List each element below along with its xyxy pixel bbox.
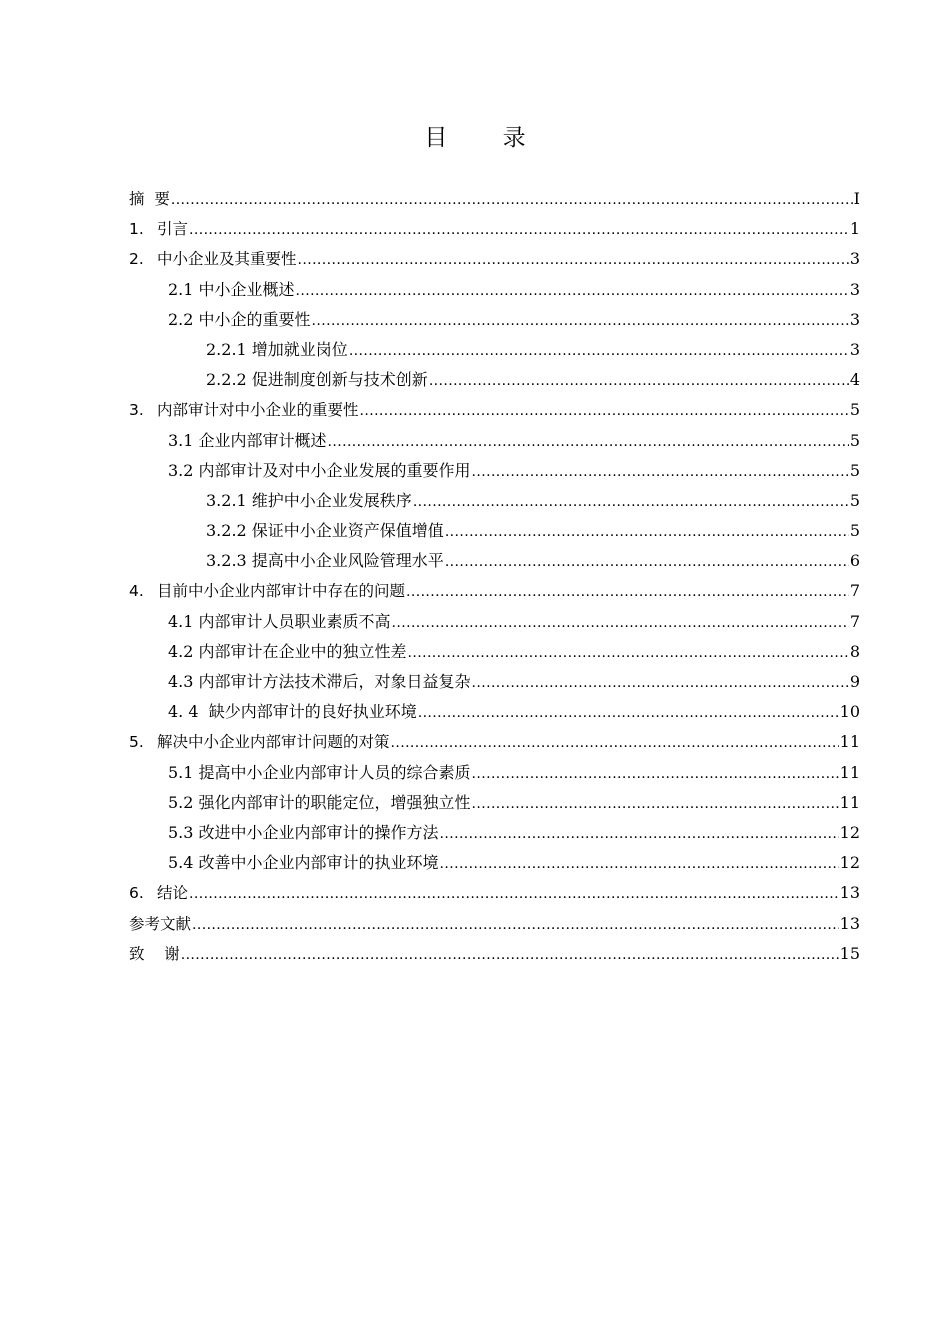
toc-entry-title — [168, 456, 471, 486]
toc-entry[interactable] — [129, 426, 860, 456]
toc-entry-title — [129, 909, 191, 939]
toc-page-number: 5 — [849, 430, 860, 450]
toc-dot-leader — [192, 910, 839, 940]
toc-dot-leader — [445, 547, 849, 577]
toc-page-number: 11 — [839, 792, 860, 812]
toc-entry[interactable] — [129, 214, 860, 244]
toc-page-number: 3 — [849, 279, 860, 299]
toc-entry-label: 摘 要 — [129, 190, 170, 208]
toc-dot-leader — [472, 668, 849, 698]
toc-entry-title — [168, 607, 391, 637]
toc-entry[interactable] — [129, 727, 860, 757]
toc-page-number: 13 — [839, 883, 860, 903]
toc-entry[interactable] — [129, 607, 860, 637]
toc-page-number: 7 — [849, 581, 860, 601]
toc-entry-number: 4. — [129, 582, 144, 601]
toc-page-number: 12 — [839, 853, 860, 873]
toc-page-number: 5 — [849, 400, 860, 420]
toc-page-number: I — [853, 189, 860, 208]
toc-dot-leader — [298, 245, 849, 275]
toc-entry-title — [206, 516, 444, 546]
toc-entry-label: 2.2 中小企的重要性 — [168, 309, 311, 329]
toc-page-number: 3 — [849, 309, 860, 329]
toc-entry-label: 参考文献 — [129, 914, 192, 933]
toc-entry-label: 5.4 改善中小企业内部审计的执业环境 — [168, 853, 439, 873]
toc-entry-title — [129, 576, 405, 606]
table-of-contents — [129, 184, 860, 969]
toc-page-number: 5 — [849, 460, 860, 480]
toc-dot-leader — [440, 849, 839, 879]
toc-entry-title — [129, 214, 188, 244]
toc-page-number: 3 — [849, 249, 860, 269]
toc-entry[interactable] — [129, 305, 860, 335]
toc-entry[interactable] — [129, 456, 860, 486]
toc-entry-title — [168, 426, 327, 456]
toc-entry-title — [168, 667, 471, 697]
toc-entry-title — [206, 365, 428, 395]
toc-entry-title — [168, 788, 471, 818]
toc-entry-title — [168, 637, 407, 667]
toc-entry-title — [129, 878, 188, 908]
toc-entry-number: 3. — [129, 401, 144, 420]
toc-dot-leader — [418, 698, 839, 728]
toc-entry-label: 5.2 强化内部审计的职能定位，增强独立性 — [168, 792, 471, 812]
toc-page-number: 4 — [849, 370, 860, 390]
toc-dot-leader — [392, 608, 849, 638]
toc-entry-label: 5.3 改进中小企业内部审计的操作方法 — [168, 822, 439, 842]
toc-page-number: 9 — [849, 672, 860, 691]
toc-entry[interactable] — [129, 184, 860, 214]
toc-entry-title — [168, 275, 295, 305]
toc-page-number: 5 — [849, 521, 860, 541]
toc-entry[interactable] — [129, 667, 860, 697]
toc-entry-label: 3.2.2 保证中小企业资产保值增值 — [206, 521, 444, 541]
toc-entry-label: 3.2.3 提高中小企业风险管理水平 — [206, 551, 444, 571]
toc-page-number: 8 — [849, 641, 860, 661]
toc-title: 目 录 — [424, 125, 550, 151]
toc-entry[interactable] — [129, 365, 860, 395]
toc-entry-label: 2.2.2 促进制度创新与技术创新 — [206, 370, 428, 390]
toc-entry-number: 1. — [129, 220, 144, 239]
toc-entry[interactable] — [129, 335, 860, 365]
toc-dot-leader — [440, 819, 839, 849]
toc-entry-label: 5.1 提高中小企业内部审计人员的综合素质 — [168, 762, 471, 782]
toc-dot-leader — [429, 366, 849, 396]
toc-dot-leader — [181, 940, 839, 970]
toc-page-number: 15 — [839, 943, 860, 963]
toc-dot-leader — [312, 306, 849, 336]
toc-dot-leader — [349, 336, 849, 366]
toc-page-number: 12 — [839, 822, 860, 842]
toc-entry-label: 3.2 内部审计及对中小企业发展的重要作用 — [168, 460, 471, 480]
toc-page-number: 5 — [849, 490, 860, 510]
toc-dot-leader — [408, 638, 849, 668]
toc-dot-leader — [472, 759, 839, 789]
toc-entry-label: 4.1 内部审计人员职业素质不高 — [168, 611, 391, 631]
toc-entry-title — [168, 305, 311, 335]
toc-entry-label: 中小企业及其重要性 — [157, 250, 297, 269]
toc-entry-number: 6. — [129, 884, 144, 903]
toc-dot-leader — [171, 185, 853, 215]
toc-entry-number: 2. — [129, 250, 144, 269]
toc-entry-label: 3.2.1 维护中小企业发展秩序 — [206, 490, 412, 510]
toc-entry[interactable] — [129, 516, 860, 546]
toc-page-number: 11 — [839, 732, 860, 752]
toc-entry-label: 引言 — [157, 220, 189, 239]
toc-dot-leader — [296, 276, 849, 306]
toc-entry-label: 致 谢 — [129, 944, 180, 963]
toc-dot-leader — [328, 427, 849, 457]
toc-entry[interactable] — [129, 939, 860, 969]
toc-entry-label: 解决中小企业内部审计问题的对策 — [157, 733, 390, 752]
toc-entry-title — [206, 546, 444, 576]
toc-entry-label: 4. 4 缺少内部审计的良好执业环境 — [168, 702, 417, 722]
toc-entry-title — [168, 848, 439, 878]
toc-entry-title — [206, 335, 348, 365]
toc-entry[interactable] — [129, 244, 860, 274]
toc-entry-label: 内部审计对中小企业的重要性 — [157, 401, 359, 420]
toc-entry-number: 5. — [129, 733, 144, 752]
toc-page-number: 7 — [849, 611, 860, 631]
toc-entry-title — [129, 395, 359, 425]
toc-entry[interactable] — [129, 758, 860, 788]
toc-entry-title — [206, 486, 412, 516]
toc-entry-title — [129, 184, 170, 214]
toc-page-number: 13 — [839, 913, 860, 933]
toc-entry-title — [129, 727, 390, 757]
toc-entry-title — [168, 758, 471, 788]
toc-page-number: 3 — [849, 339, 860, 359]
toc-entry-label: 4.2 内部审计在企业中的独立性差 — [168, 641, 407, 661]
toc-entry-label: 2.2.1 增加就业岗位 — [206, 339, 348, 359]
toc-page-number: 10 — [839, 702, 860, 722]
toc-page-number: 1 — [849, 219, 860, 239]
toc-dot-leader — [406, 577, 849, 607]
toc-dot-leader — [472, 457, 849, 487]
toc-entry[interactable] — [129, 546, 860, 576]
toc-entry[interactable] — [129, 848, 860, 878]
toc-dot-leader — [360, 396, 849, 426]
toc-entry[interactable] — [129, 637, 860, 667]
toc-entry[interactable] — [129, 697, 860, 727]
toc-dot-leader — [445, 517, 849, 547]
toc-entry-label: 4.3 内部审计方法技术滞后，对象日益复杂 — [168, 672, 471, 691]
toc-dot-leader — [472, 789, 839, 819]
toc-dot-leader — [413, 487, 849, 517]
toc-dot-leader — [391, 728, 839, 758]
toc-page-number: 11 — [839, 762, 860, 782]
toc-entry-title — [168, 697, 417, 727]
toc-page-number: 6 — [849, 551, 860, 571]
toc-entry-title — [129, 244, 297, 274]
toc-entry-label: 结论 — [157, 884, 189, 903]
toc-entry[interactable] — [129, 486, 860, 516]
toc-entry[interactable] — [129, 818, 860, 848]
toc-entry[interactable] — [129, 576, 860, 606]
toc-entry[interactable] — [129, 878, 860, 908]
toc-entry[interactable] — [129, 395, 860, 425]
toc-entry-title — [129, 939, 180, 969]
toc-entry[interactable] — [129, 275, 860, 305]
toc-entry-label: 3.1 企业内部审计概述 — [168, 430, 327, 450]
toc-entry-label: 2.1 中小企业概述 — [168, 279, 295, 299]
toc-dot-leader — [189, 879, 839, 909]
toc-entry-title — [168, 818, 439, 848]
toc-entry[interactable] — [129, 909, 860, 939]
toc-entry-label: 目前中小企业内部审计中存在的问题 — [157, 582, 406, 601]
toc-dot-leader — [189, 215, 849, 245]
toc-entry[interactable] — [129, 788, 860, 818]
